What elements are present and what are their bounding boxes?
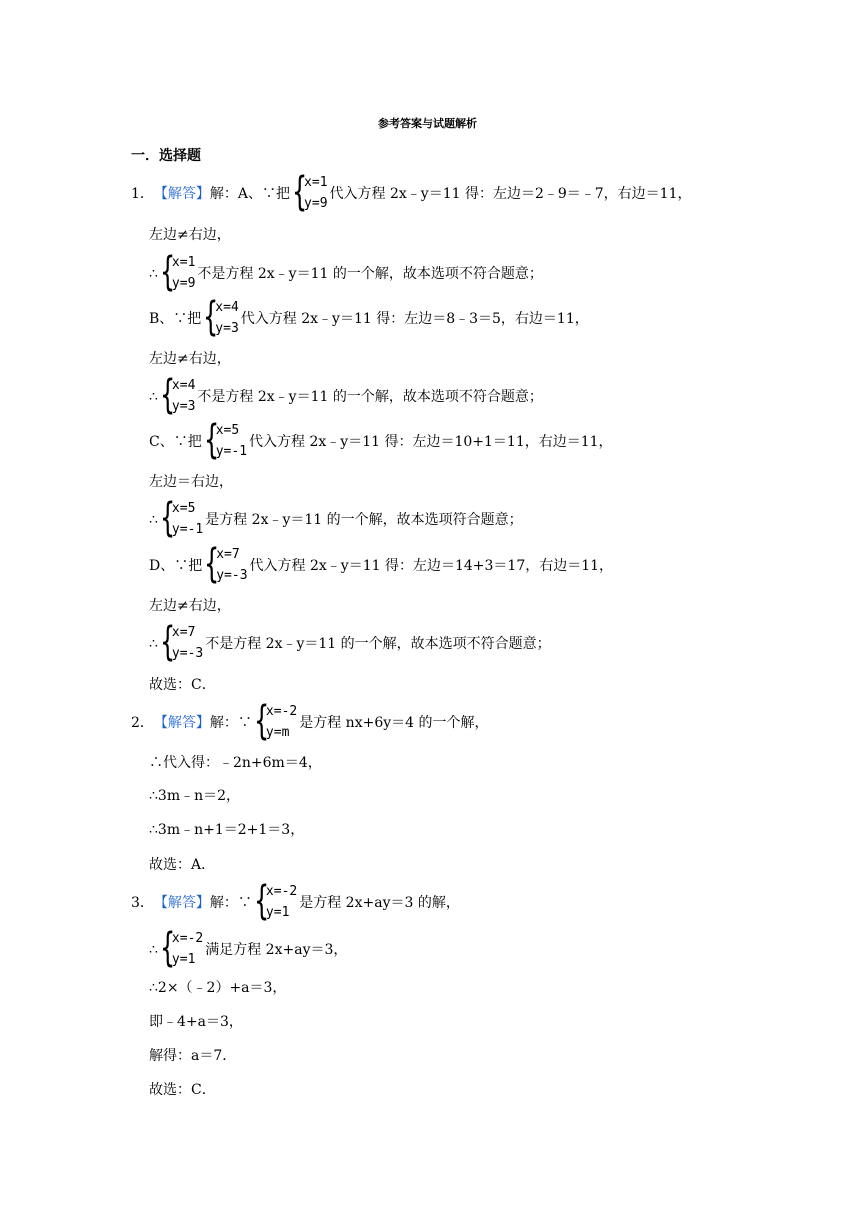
text: 代入方程 2x﹣y＝11 得：左边＝10+1＝11，右边＝11， [249,434,613,450]
q2-line-5: 故选：A． [149,857,216,873]
q1-line-13: 故选：C． [149,677,216,693]
q3-line-2 [149,925,348,972]
text: 代入方程 2x﹣y＝11 得：左边＝8﹣3＝5，右边＝11， [240,311,589,327]
text: 不是方程 2x﹣y＝11 的一个解，故本选项不符合题意； [197,389,543,405]
equation-system: { x=7 y=-3 [204,541,248,587]
q1-line-1 [131,169,692,216]
q1-line-8: 左边＝右边， [149,474,233,490]
question-number: 3． [131,895,154,911]
q1-line-11: 左边≠右边， [149,598,231,614]
q1-line-9 [149,495,523,542]
therefore-symbol: ∴ [149,266,158,282]
q2-line-1 [131,698,489,745]
q1-line-2: 左边≠右边， [149,227,231,243]
text: 解：A、∵把 [209,186,291,202]
equation-system: { x=-2 y=1 [253,878,298,924]
q1-line-6 [149,372,543,419]
text: 代入方程 2x﹣y＝11 得：左边＝14+3＝17，右边＝11， [249,558,614,574]
section-title: 一．选择题 [131,148,201,164]
q3-line-1 [131,878,460,925]
answer-tag: 【解答】 [153,895,210,911]
text: 代入方程 2x﹣y＝11 得：左边＝2﹣9＝﹣7，右边＝11， [329,186,692,202]
answer-tag: 【解答】 [153,186,210,202]
equation-system: { x=1 y=9 [159,249,196,295]
answer-tag: 【解答】 [153,715,210,731]
text: 是方程 2x+ay＝3 的解， [299,895,460,911]
q1-line-5: 左边≠右边， [149,351,231,367]
q1-line-3 [149,249,543,296]
therefore-symbol: ∴ [149,942,158,958]
therefore-symbol: ∴ [149,636,158,652]
question-number: 1． [131,186,154,202]
doc-title: 参考答案与试题解析 [378,117,477,130]
q3-line-3: ∴2×（﹣2）+a＝3， [149,980,287,996]
q2-line-2: ∴代入得：﹣2n+6m＝4， [149,755,322,771]
text: 是方程 nx+6y＝4 的一个解， [299,715,489,731]
q3-line-4: 即﹣4+a＝3， [149,1014,243,1030]
equation-system: { x=5 y=-1 [159,495,204,541]
text: C、∵把 [149,434,202,450]
equation-system: { x=5 y=-1 [203,417,248,463]
q2-line-4: ∴3m﹣n+1＝2+1＝3， [149,822,305,838]
text: 不是方程 2x﹣y＝11 的一个解，故本选项不符合题意； [197,266,543,282]
q1-line-12 [149,619,551,666]
equation-system: { x=4 y=3 [159,372,196,418]
therefore-symbol: ∴ [149,389,158,405]
equation-system: { x=4 y=3 [203,294,239,340]
text: 是方程 2x﹣y＝11 的一个解，故本选项符合题意； [205,512,523,528]
q2-line-3: ∴3m﹣n＝2， [149,788,241,804]
text: 满足方程 2x+ay＝3， [205,942,348,958]
q3-line-5: 解得：a＝7． [149,1048,237,1064]
question-number: 2． [131,715,154,731]
equation-system: { x=7 y=-3 [159,619,204,665]
text: 解：∵ [209,895,252,911]
text: 不是方程 2x﹣y＝11 的一个解，故本选项不符合题意； [205,636,551,652]
text: 解：∵ [209,715,252,731]
equation-system: { x=-2 y=1 [159,925,204,971]
text: B、∵把 [149,311,202,327]
q1-line-4 [149,294,589,341]
text: D、∵把 [149,558,203,574]
q3-line-6: 故选：C． [149,1082,216,1098]
q1-line-10 [149,541,614,588]
therefore-symbol: ∴ [149,512,158,528]
q1-line-7 [149,417,613,464]
equation-system: { x=1 y=9 [292,169,328,215]
equation-system: { x=-2 y=m [253,698,298,744]
